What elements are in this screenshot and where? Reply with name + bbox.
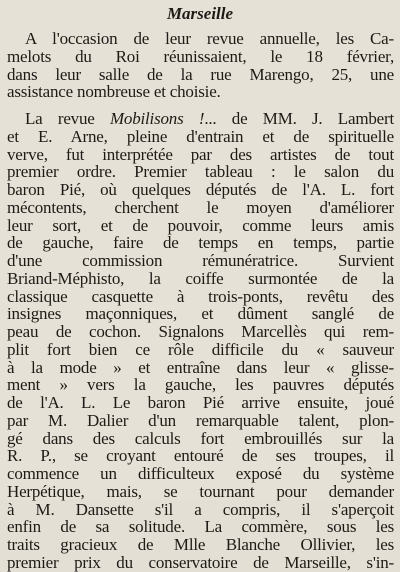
article-line: premier ordre. Premier tableau : le salon du <box>7 162 394 182</box>
article-line: assistance nombreuse et choisie. <box>7 82 221 102</box>
article-line: leur sort, et de pouvoir, comme leurs amis <box>7 215 394 235</box>
article-line: insignes maçonniques, et dûment sanglé de <box>7 304 394 324</box>
article-line: ment » vers la gauche, les pauvres députés <box>7 375 394 395</box>
article-line: dans leur salle de la rue Marengo, 25, une <box>7 64 394 84</box>
article-line: traits gracieux de Mlle Blanche Ollivier, les <box>7 535 394 554</box>
article-line: à M. Dansette s'il a compris, il s'aperçoit <box>7 499 394 519</box>
article-line: classique casquette à trois-ponts, revêtu des <box>7 286 394 306</box>
article-line: et E. Arne, pleine d'entrain et de spirituelle <box>7 126 394 146</box>
article-line: de l'A. L. Le baron Pié arrive ensuite, joué <box>7 393 394 412</box>
article-line: gé dans des calculs fort embrouillés sur la <box>7 428 394 448</box>
article-line: Herpétique, mais, se tournant pour demander <box>7 481 394 501</box>
line-text: ... de MM. J. Lambert <box>204 109 394 128</box>
article-line: R. P., se croyant entouré de ses troupes, il <box>7 446 394 466</box>
revue-title: Mobilisons ! <box>109 109 205 128</box>
article-line: par M. Dalier d'un remarquable talent, plon- <box>7 410 394 430</box>
article-line: mécontents, cherchent le moyen d'améliorer <box>7 197 394 217</box>
article-line: enfin de sa solitude. La commère, sous les <box>7 517 394 537</box>
article-line: à la mode » et entraîne dans leur « glisse- <box>7 357 394 377</box>
article-line: baron Pié, où quelques députés de l'A. L. fort <box>7 180 394 199</box>
article-line: peau de cochon. Signalons Marcellès qui rem- <box>7 322 394 341</box>
article-line: Briand-Méphisto, la coiffe surmontée de la <box>7 268 394 288</box>
article-heading: Marseille <box>166 4 234 23</box>
article-line: verve, fut interprétée par des artistes de tout <box>7 144 394 164</box>
article-line: plit fort bien ce rôle difficile du « sauveur <box>7 339 394 359</box>
article-line: melots du Roi réunissaient, le 18 février, <box>7 46 394 66</box>
line-text: La revue <box>25 109 110 128</box>
article-line: d'une commission rémunératrice. Survient <box>7 251 394 270</box>
article-line: premier prix du conservatoire de Marseille, s'in- <box>7 552 394 572</box>
article-line: A l'occasion de leur revue annuelle, les Ca- <box>25 29 394 48</box>
article-line <box>25 110 394 128</box>
article-line: commence un difficulteux exposé du système <box>7 464 394 483</box>
article-line: de gauche, faire de temps en temps, partie <box>7 233 394 253</box>
